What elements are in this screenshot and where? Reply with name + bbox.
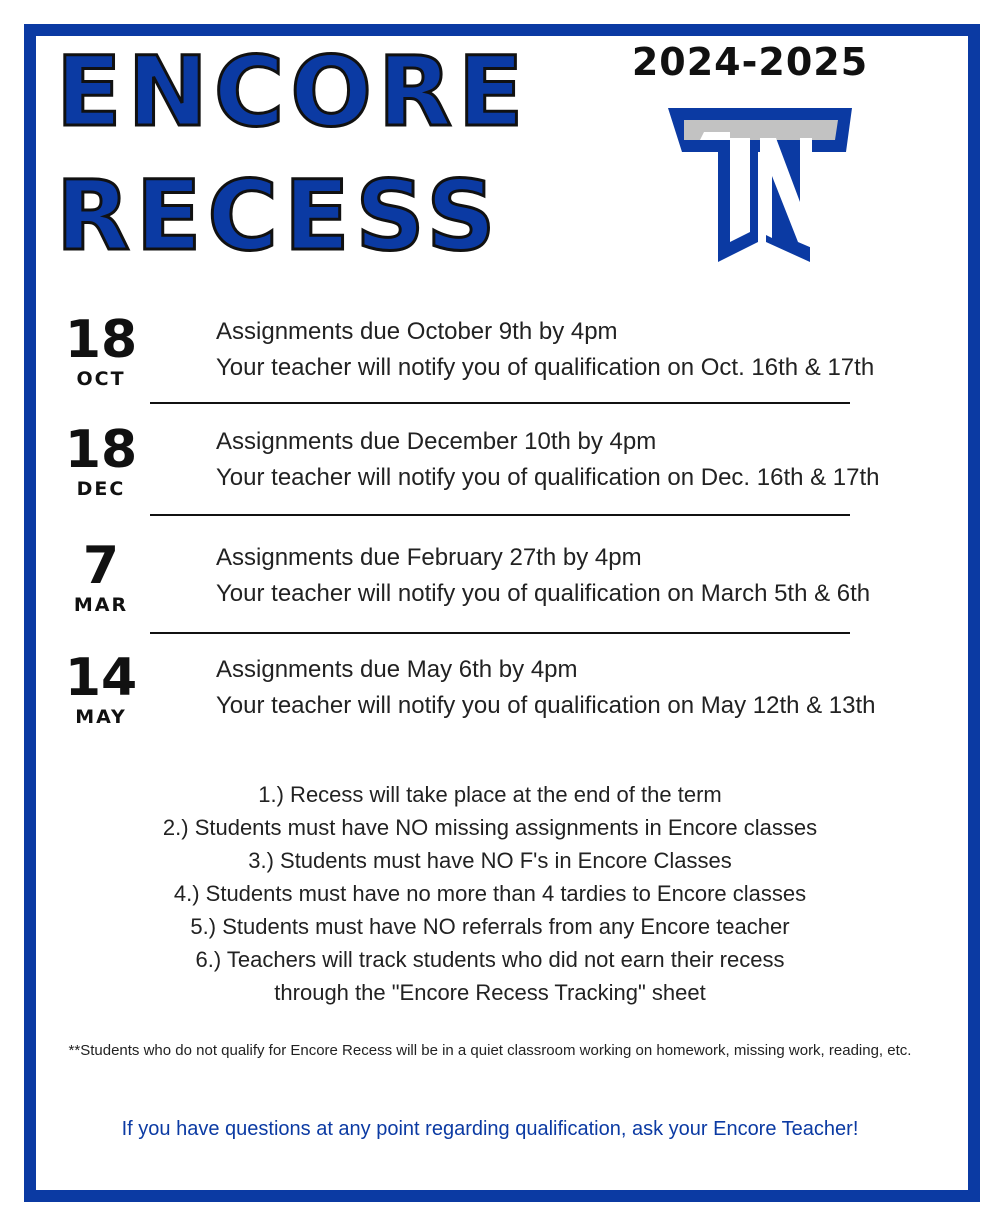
rule-item: 1.) Recess will take place at the end of the term	[258, 782, 722, 807]
rule-item: 2.) Students must have NO missing assignments in Encore classes	[162, 815, 818, 840]
school-year: 2024-2025	[631, 40, 869, 84]
contact-note: If you have questions at any point regarding qualification, ask your Encore Teacher!	[121, 1118, 859, 1140]
date-day: 18	[64, 310, 138, 370]
title-line-1: ENCORE	[56, 36, 530, 148]
due-line: Assignments due December 10th by 4pm	[216, 428, 657, 455]
date-badge	[56, 536, 146, 616]
date-month: OCT	[76, 368, 126, 390]
rule-item: through the "Encore Recess Tracking" sheet	[274, 980, 706, 1005]
schedule-text	[216, 424, 880, 496]
date-month: DEC	[76, 478, 126, 500]
notify-line: Your teacher will notify you of qualification on Oct. 16th & 17th	[216, 354, 875, 381]
date-badge	[56, 310, 146, 390]
divider	[150, 514, 850, 516]
rule-item: 3.) Students must have NO F's in Encore Classes	[248, 848, 732, 873]
due-line: Assignments due May 6th by 4pm	[216, 656, 578, 683]
divider	[150, 402, 850, 404]
rule-item: 5.) Students must have NO referrals from any Encore teacher	[190, 914, 790, 939]
notify-line: Your teacher will notify you of qualification on Dec. 16th & 17th	[216, 464, 880, 491]
schedule-text	[216, 540, 870, 612]
tn-logo	[660, 92, 860, 268]
due-line: Assignments due October 9th by 4pm	[216, 318, 618, 345]
date-month: MAY	[75, 706, 127, 728]
title-line-2: RECESS	[56, 160, 502, 272]
date-month: MAR	[73, 594, 129, 616]
divider	[150, 632, 850, 634]
rule-item: 6.) Teachers will track students who did not earn their recess	[195, 947, 785, 972]
date-badge	[56, 648, 146, 728]
schedule-text	[216, 652, 876, 724]
rules-list	[24, 778, 956, 1009]
footnote: **Students who do not qualify for Encore Recess will be in a quiet classroom working on homework, missing work, reading, etc.	[68, 1042, 912, 1059]
due-line: Assignments due February 27th by 4pm	[216, 544, 642, 571]
date-badge	[56, 420, 146, 500]
date-day: 7	[82, 536, 120, 596]
schedule-text	[216, 314, 874, 386]
rule-item: 4.) Students must have no more than 4 tardies to Encore classes	[173, 881, 807, 906]
date-day: 14	[64, 648, 138, 708]
date-day: 18	[64, 420, 138, 480]
notify-line: Your teacher will notify you of qualification on May 12th & 13th	[216, 692, 876, 719]
notify-line: Your teacher will notify you of qualification on March 5th & 6th	[216, 580, 871, 607]
